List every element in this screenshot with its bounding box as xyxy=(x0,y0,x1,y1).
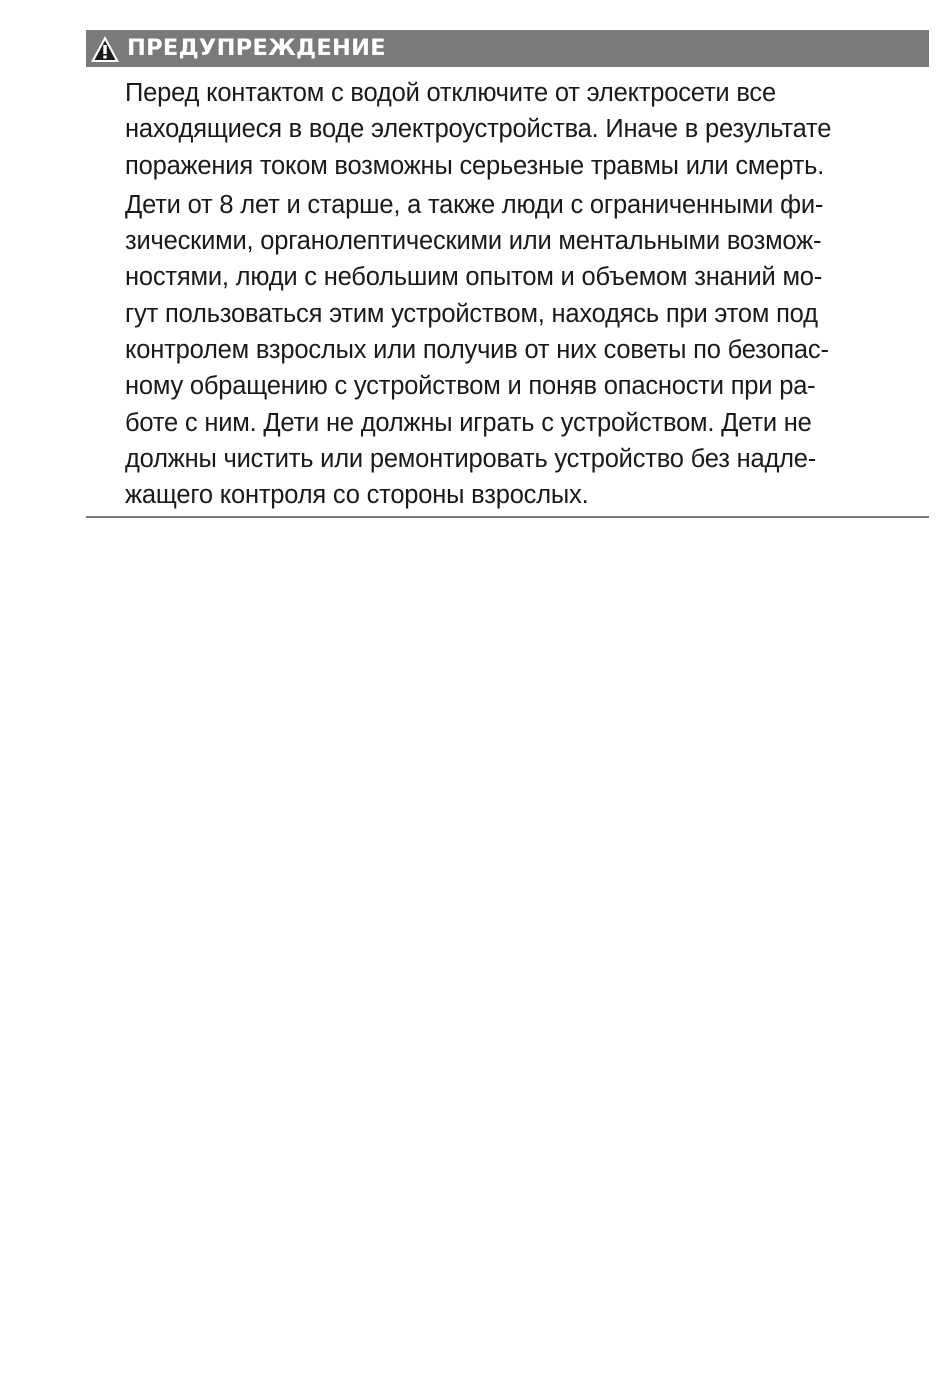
warning-body xyxy=(86,67,929,514)
warning-paragraph-electric: Перед контактом с водой отключите от электросети все находящиеся в воде электроустройства. Иначе в результате поражения током возможны серьезные травмы или смерть. xyxy=(125,79,832,180)
warning-triangle-icon xyxy=(89,34,121,64)
warning-header xyxy=(86,30,929,67)
warning-bottom-rule xyxy=(86,516,929,518)
warning-box xyxy=(86,30,929,514)
warning-paragraph-children: Дети от 8 лет и старше, а также люди с ограниченными фи- зическими, органолептическими или ментальными возмож- ностями, люди с небольшим опытом и объемом знаний мо- гут пользоваться этим устройством, находясь при этом под контролем взрослых или получив от них советы по безопас- ному обращению с устройством и поняв опасности при ра- боте с ним. Дети не должны играть с устройством. Дети не должны чистить или ремонтировать устройство без надле- жащего контроля со стороны взрослых. xyxy=(125,190,829,510)
warning-title: ПРЕДУПРЕЖДЕНИЕ xyxy=(127,35,386,61)
